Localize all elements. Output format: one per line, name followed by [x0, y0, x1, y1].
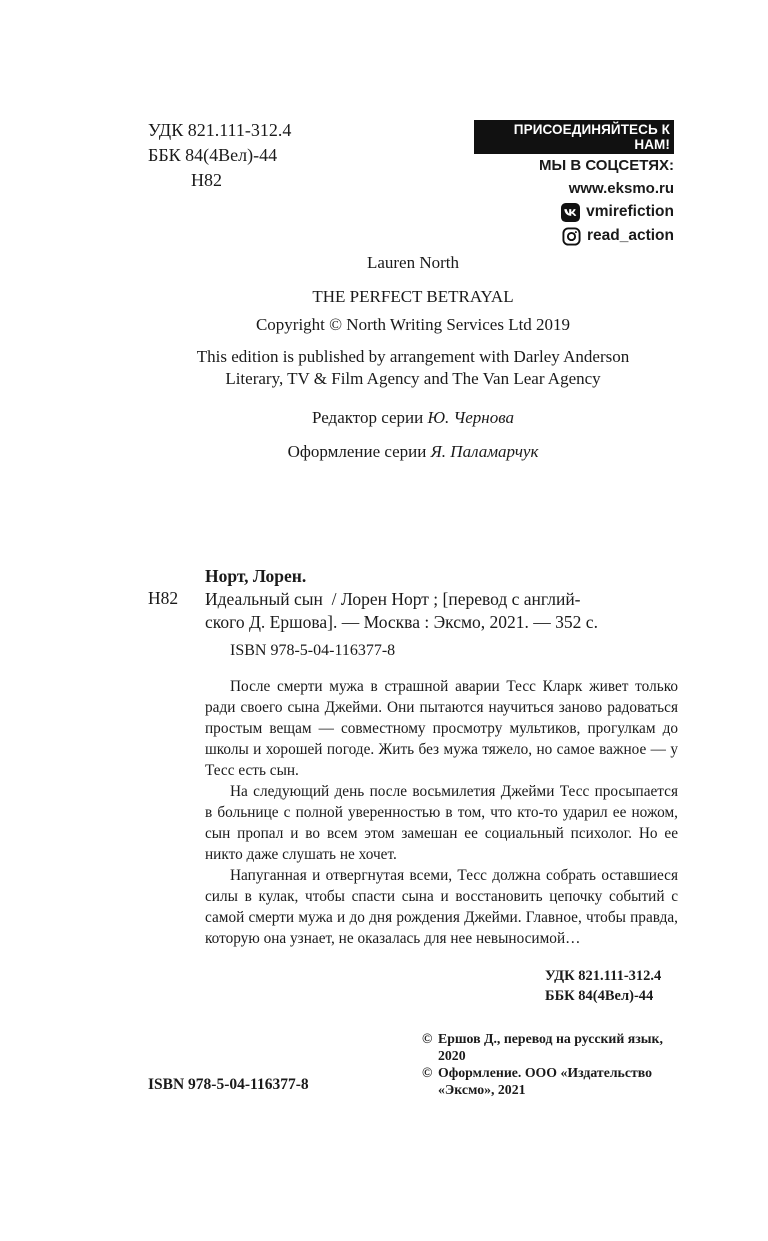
- copyright-symbol: ©: [422, 1065, 433, 1080]
- vk-row[interactable]: [474, 200, 674, 224]
- bbk-code: ББК 84(4Вел)-44: [148, 145, 278, 165]
- design-name: Я. Паламарчук: [430, 442, 539, 461]
- design-label: Оформление серии: [287, 442, 427, 461]
- bibliography-line-1: Идеальный сын / Лорен Норт ; [перевод с англий-: [205, 589, 581, 609]
- website-link[interactable]: www.eksmo.ru: [568, 180, 674, 197]
- vk-handle: vmirefiction: [586, 203, 674, 220]
- networks-label: МЫ В СОЦСЕТЯХ:: [538, 157, 674, 174]
- bottom-classification: [545, 966, 661, 1006]
- bibliography-author: Норт, Лорен.: [205, 566, 307, 586]
- annotation-paragraph: После смерти мужа в страшной аварии Тесс Кларк живет только ради своего сына Джейми. Они пытаются научиться заново радоваться простым вещам — совместному просмотру мультиков, прогулкам до школы и хорошей погоде. Жить без мужа тяжело, но самое важное — у Тесс есть сын.: [205, 678, 678, 779]
- series-design: [0, 442, 768, 462]
- arrangement-line-2: Literary, TV & Film Agency and The Van Lear Agency: [225, 369, 601, 388]
- annotation: [205, 676, 678, 949]
- original-copyright: Copyright © North Writing Services Ltd 2019: [255, 315, 571, 334]
- annotation-paragraph: Напуганная и отвергнутая всеми, Тесс должна собрать оставшиеся силы в кулак, чтобы спасти сына и восстановить цепочку событий с самой смерти мужа и до дня рождения Джейми. Главное, чтобы правда, которую она узнает, не оказалась для нее невыносимой…: [205, 867, 678, 947]
- udk-code: УДК 821.111-312.4: [148, 120, 292, 140]
- instagram-row[interactable]: [474, 224, 674, 248]
- annotation-paragraph: На следующий день после восьмилетия Джейми Тесс просыпается в больнице с полной уверенностью в том, что кто-то ударил ее ножом, сын пропал и во всем этом замешан ее социальный психолог. Но ее никто даже слушать не хочет.: [205, 783, 678, 863]
- bottom-bbk: ББК 84(4Вел)-44: [545, 988, 654, 1004]
- design-copyright-text: Оформление. ООО «Издательство «Эксмо», 2021: [438, 1065, 653, 1097]
- bibliography-line-2: ского Д. Ершова]. — Москва : Эксмо, 2021. — 352 с.: [205, 612, 598, 632]
- bibliography-isbn: ISBN 978-5-04-116377-8: [230, 642, 396, 659]
- social-block: [474, 120, 674, 248]
- bottom-isbn: ISBN 978-5-04-116377-8: [148, 1076, 309, 1093]
- editor-name: Ю. Чернова: [427, 408, 514, 427]
- bottom-udk: УДК 821.111-312.4: [545, 968, 662, 984]
- instagram-handle: read_action: [586, 227, 674, 244]
- copyright-block: [422, 1030, 684, 1098]
- arrangement-line-1: This edition is published by arrangement with Darley Anderson: [196, 347, 630, 366]
- vk-icon: [561, 203, 580, 222]
- bibliography-mark: Н82: [148, 588, 179, 608]
- bibliography-record: [205, 588, 675, 634]
- original-author: Lauren North: [366, 253, 460, 272]
- series-editor: [0, 408, 768, 428]
- copyright-symbol: ©: [422, 1031, 433, 1046]
- classification-block: [148, 118, 291, 193]
- original-title: THE PERFECT BETRAYAL: [312, 287, 514, 306]
- translation-copyright-text: Ершов Д., перевод на русский язык, 2020: [438, 1031, 663, 1063]
- instagram-icon: [562, 227, 581, 246]
- join-badge: ПРИСОЕДИНЯЙТЕСЬ К НАМ!: [474, 120, 674, 154]
- design-copyright: [422, 1064, 684, 1098]
- translation-copyright: [422, 1030, 684, 1064]
- editor-label: Редактор серии: [312, 408, 424, 427]
- author-mark: Н82: [191, 170, 222, 190]
